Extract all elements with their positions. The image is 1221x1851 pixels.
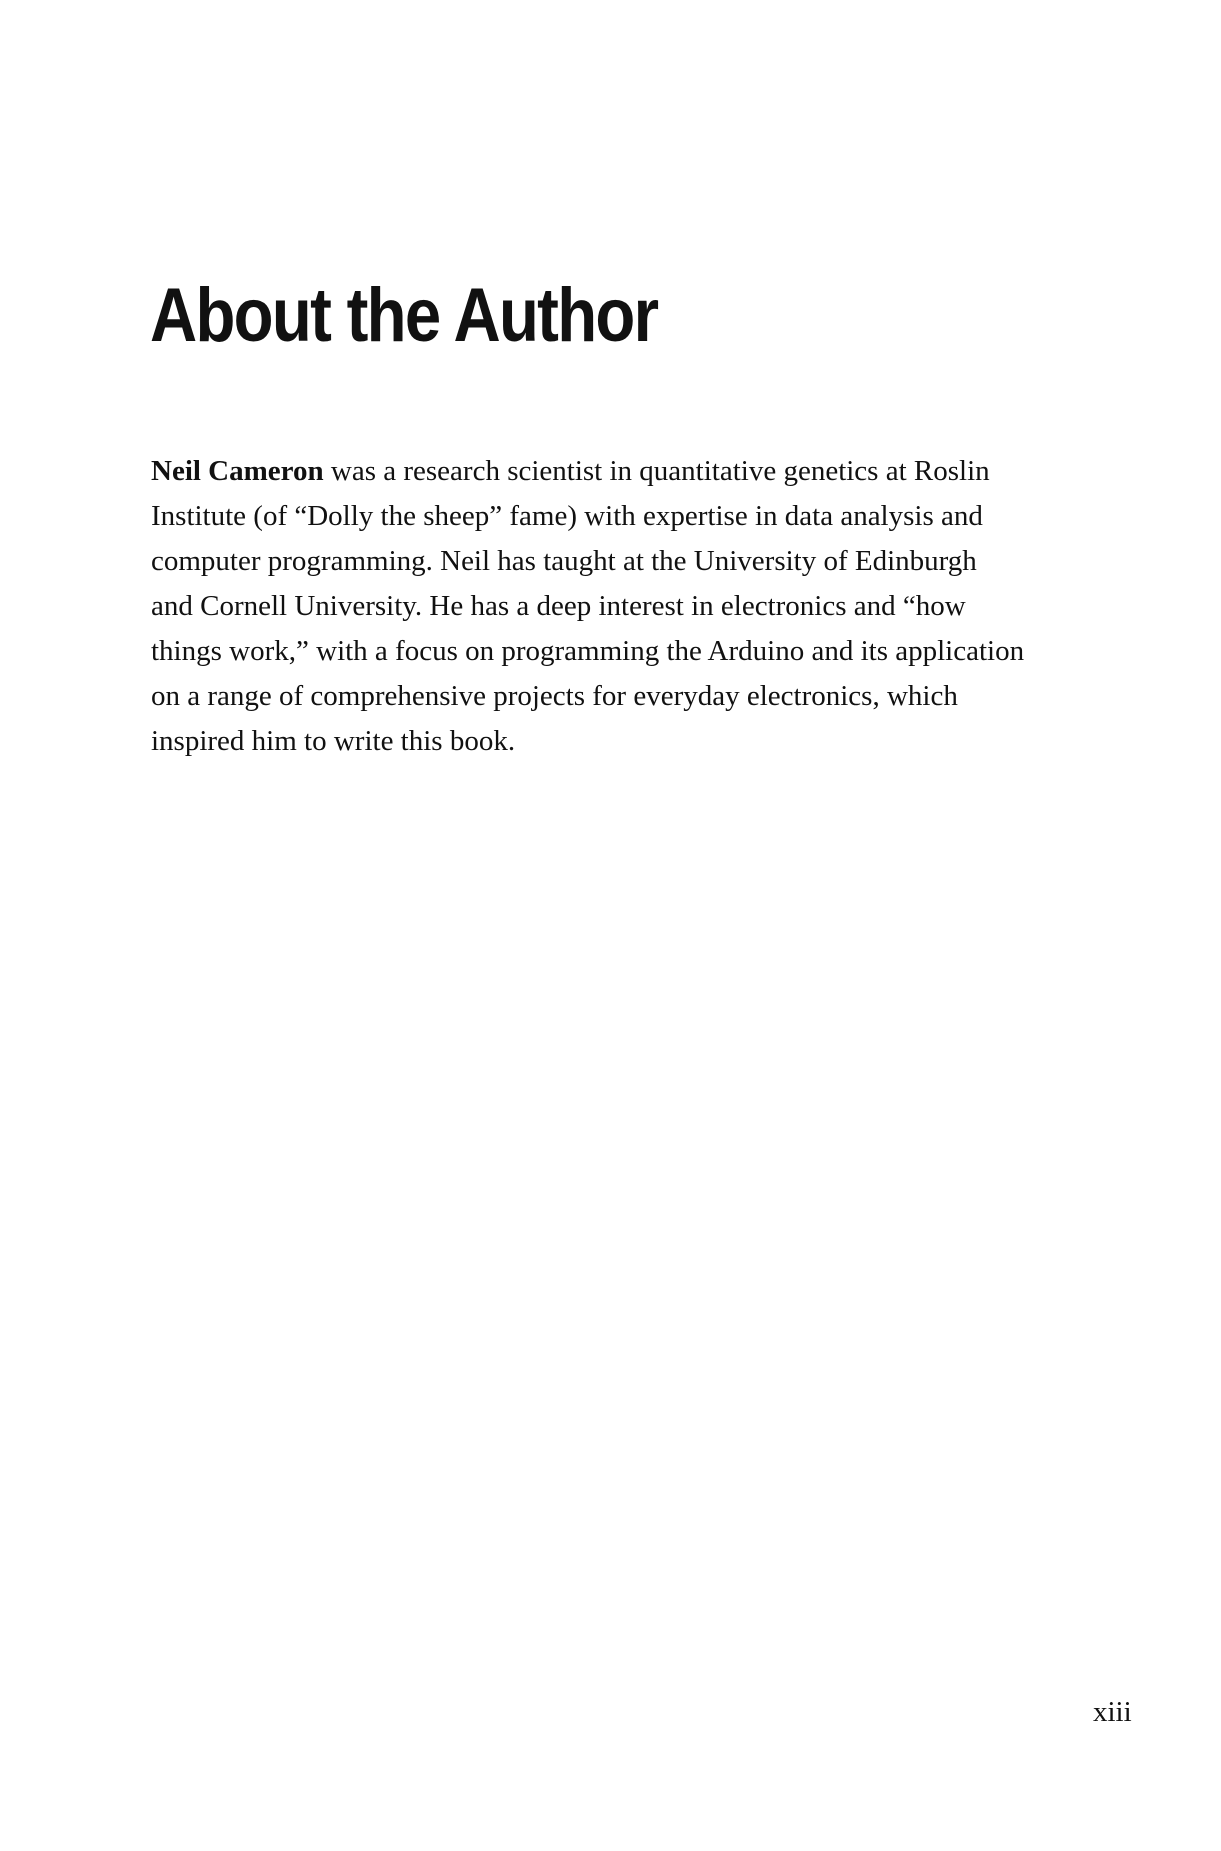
bio-line-5: things work,” with a focus on programming the Arduino and its application <box>151 635 1025 667</box>
page-title: About the Author <box>150 273 658 358</box>
bio-line-2: Institute (of “Dolly the sheep” fame) with expertise in data analysis and <box>151 500 983 532</box>
bio-line-1-text: was a research scientist in quantitative genetics at Roslin <box>323 455 990 487</box>
bio-line-7: inspired him to write this book. <box>151 725 516 757</box>
author-bio-paragraph <box>151 449 1024 764</box>
page-number: xiii <box>1093 1696 1132 1728</box>
author-name: Neil Cameron <box>151 455 324 487</box>
bio-line-1 <box>151 449 1024 494</box>
bio-line-6: on a range of comprehensive projects for everyday electronics, which <box>151 680 958 712</box>
bio-line-4: and Cornell University. He has a deep interest in electronics and “how <box>151 590 966 622</box>
bio-line-3: computer programming. Neil has taught at the University of Edinburgh <box>151 545 977 577</box>
